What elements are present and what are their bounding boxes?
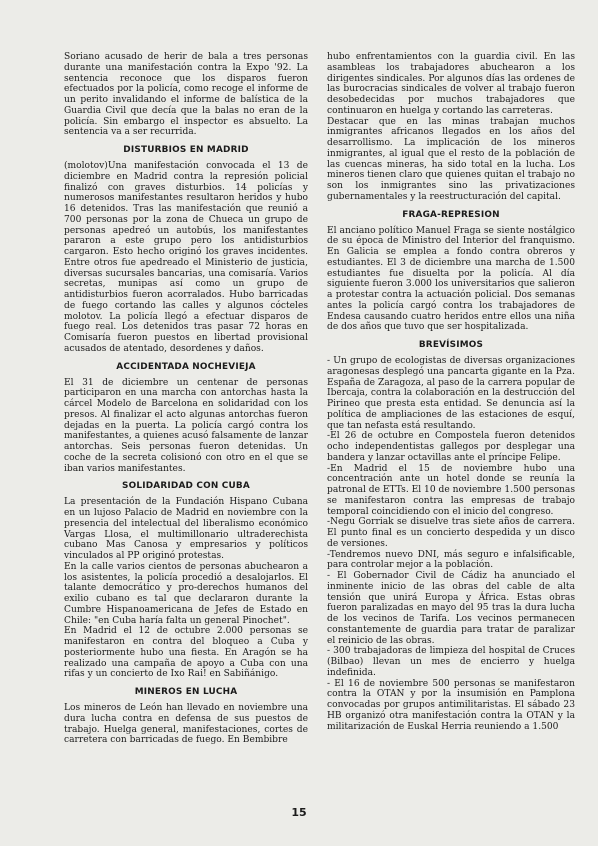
section-heading-mineros: MINEROS EN LUCHA: [134, 687, 238, 697]
page-number: 15: [291, 806, 307, 819]
section-heading-disturbios: DISTURBIOS EN MADRID: [123, 145, 249, 155]
brief-item: - Un grupo de ecologistas de diversas organizaciones aragonesas desplegó una pancarta gigante en la Pza. España de Zaragoza, al paso de la carrera popular de Ibercaja, contra la colaboración en la destrucción del Pirineo que presta esta entidad. Se denuncia así la política de ampliaciones de las estaciones de esquí, que tan nefasta está resultando.: [327, 356, 575, 431]
section-heading-nochevieja: ACCIDENTADA NOCHEVIEJA: [116, 361, 256, 372]
section-text-disturbios: (molotov)Una manifestación convocada el 13 de diciembre en Madrid contra la represión policial finalizó con graves disturbios. 14 policías y numerosos manifestantes resultaron heridos y hubo 16 detenidos. Tras las manifestación que reunió a 700 personas por la zona de Chueca un grupo de personas apedreó un autobús, los manifestantes pararon a este grupo pero los antidisturbios cargaron. Esto hecho originó los graves incidentes. Entre otros fue apedreado el Ministerio de justicia, diversas sucursales bancarias, una comisaría. Varios secretas, munipas así como un grupo de antidisturbios fueron acorralados. Hubo barricadas de fuego cortando las calles y algunos cócteles molotov. La policía llegó a efectuar disparos de fuego real. Los detenidos tras pasar 72 horas en Comisaría fueron puestos en libertad provisional acusados de atentado, desordenes y daños.: [64, 161, 308, 354]
section-heading-cuba: SOLIDARIDAD CON CUBA: [122, 481, 250, 492]
section-text-mineros: Los mineros de León han llevado en noviembre una dura lucha contra en defensa de sus puestos de trabajo. Huelga general, manifestaciones, cortes de carretera con barricadas de fuego. En Bembibre: [64, 703, 308, 746]
mineros-continued-2: Destacar que en las minas trabajan muchos inmigrantes africanos llegados en los años del desarrollismo. La implicación de los mineros inmigrantes, al igual que el resto de la población de las cuencas mineras, ha sido total en la lucha. Los mineros tienen claro que quienes quitan el trabajo no son los inmigrantes sino las privatizaciones gubernamentales y la reestructuración del capital.: [327, 116, 575, 202]
brief-item: -Negu Gorriak se disuelve tras siete años de carrera. El punto final es un concierto despedida y un disco de versiones.: [327, 517, 575, 549]
section-text-cuba-1: La presentación de la Fundación Hispano Cubana en un lujoso Palacio de Madrid en noviembre con la presencia del intelectual del liberalismo económico Vargas Llosa, el multimillonario ultraderechista cubano Mas Canosa y empresarios y políticos vinculados al PP originó protestas.: [64, 497, 308, 561]
section-heading-brevisimos: BREVÍSIMOS: [418, 340, 484, 350]
section-text-cuba-2: En la calle varios cientos de personas abuchearon a los asistentes, la policía procedió a desalojarlos. El talante democrático y pro-derechos humanos del exilio cubano es tal que declararon durante la Cumbre Hispanoamericana de Jefes de Estado en Chile: "en Cuba haría falta un general Pinochet".: [64, 561, 308, 626]
brief-item: -En Madrid el 15 de noviembre hubo una concentración ante un hotel donde se reunía la patronal de ETTs. El 10 de noviembre 1.500 personas se manifestaron contra las empresas de trabajo temporal coincidiendo con el inicio del congreso.: [327, 463, 575, 517]
right-column: [327, 52, 575, 732]
section-heading-fraga: FRAGA-REPRESION: [402, 209, 500, 220]
intro-paragraph: Soriano acusado de herir de bala a tres personas durante una manifestación contra la Expo '92. La sentencia reconoce que los disparos fueron efectuados por la policía, como recoge el informe de un perito invalidando el informe de balística de la Guardia Civil que decía que la balas no eran de la policía. Sin embargo el inspector es absuelto. La sentencia va a ser recurrida.: [64, 52, 308, 138]
brief-item: -Tendremos nuevo DNI, más seguro e infalsificable, para controlar mejor a la población.: [327, 549, 575, 571]
section-text-nochevieja: El 31 de diciembre un centenar de personas participaron en una marcha con antorchas hasta la cárcel Modelo de Barcelona en solidaridad con los presos. Al finalizar el acto algunas antorchas fueron dejadas en la puerta. La policía cargó contra los manifestantes, a quienes acusó falsamente de lanzar antorchas. Seis personas fueron detenidas. Un coche de la secreta colisionó con otro en el que se iban varios manifestantes.: [64, 377, 308, 474]
brief-item: -El 26 de octubre en Compostela fueron detenidos ocho independentistas gallegos por desplegar una bandera y lanzar octavillas ante el príncipe Felipe.: [327, 431, 575, 463]
mineros-continued-1: hubo enfrentamientos con la guardia civil. En las asambleas los trabajadores abuchearon a los dirigentes sindicales. Por algunos días las ordenes de las burocracias sindicales de volver al trabajo fueron desobedecidas por muchos trabajadores que continuaron en huelga y cortando las carreteras.: [327, 52, 575, 116]
left-column: [64, 52, 308, 746]
brief-item: - El Gobernador Civil de Cádiz ha anunciado el inminente inicio de las obras del cable de alta tensión que unirá Europa y África. Estas obras fueron paralizadas en mayo del 95 tras la dura lucha de los vecinos de Tarifa. Los vecinos permanecen constantemente de guardia para tratar de paralizar el reinicio de las obras.: [327, 571, 575, 646]
brief-item: - El 16 de noviembre 500 personas se manifestaron contra la OTAN y por la insumisión en Pamplona convocadas por grupos antimilitaristas. El sábado 23 HB organizó otra manifestación contra la OTAN y la militarización de Euskal Herria reuniendo a 1.500: [327, 678, 575, 732]
brief-item: - 300 trabajadoras de limpieza del hospital de Cruces (Bilbao) llevan un mes de encierro y huelga indefinida.: [327, 646, 575, 678]
section-text-cuba-3: En Madrid el 12 de octubre 2.000 personas se manifestaron en contra del bloqueo a Cuba y posteriormente hubo una fiesta. En Aragón se ha realizado una campaña de apoyo a Cuba con una rifas y un concierto de Ixo Rai! en Sabiñánigo.: [64, 626, 308, 680]
section-text-fraga: El anciano político Manuel Fraga se siente nostálgico de su época de Ministro del Interior del franquismo. En Galicia se emplea a fondo contra obreros y estudiantes. El 3 de diciembre una marcha de 1.500 estudiantes fue disuelta por la policía. Al día siguiente fueron 3.000 los universitarios que salieron a protestar contra la actuación policial. Dos semanas antes la policía cargó contra los trabajadores de Endesa causando cuatro heridos entre ellos una niña de dos años que tuvo que ser hospitalizada.: [327, 225, 575, 333]
